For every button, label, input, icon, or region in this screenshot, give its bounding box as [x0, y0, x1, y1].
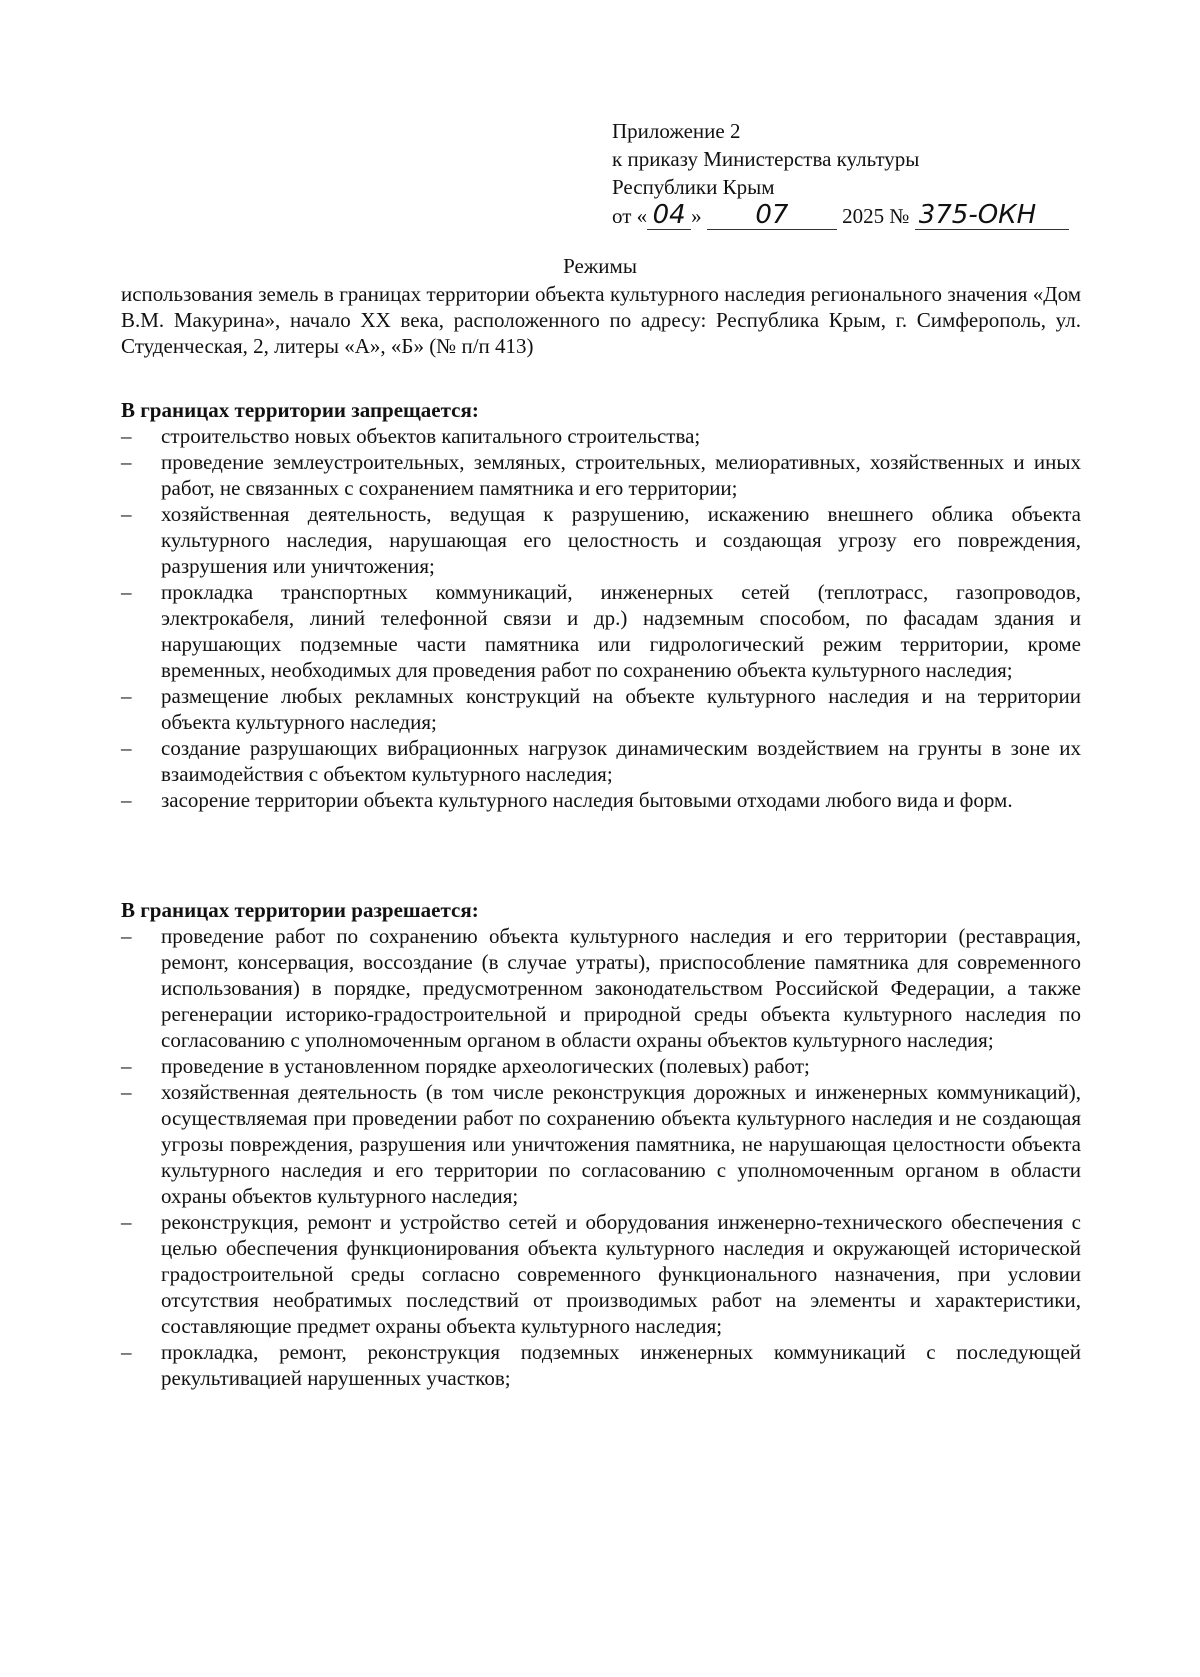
- list-item: – размещение любых рекламных конструкций на объекте культурного наследия и на территории объекта культурного наследия;: [121, 683, 1081, 735]
- appendix-block: [612, 117, 1152, 230]
- permitted-heading: В границах территории разрешается:: [121, 898, 479, 922]
- list-item: – строительство новых объектов капитального строительства;: [121, 423, 1081, 449]
- date-prefix: от «: [612, 204, 648, 228]
- document-title: Режимы: [563, 254, 637, 278]
- appendix-label: Приложение 2: [612, 119, 741, 143]
- list-item: – прокладка, ремонт, реконструкция подземных инженерных коммуникаций с последующей рекультивацией нарушенных участков;: [121, 1339, 1081, 1391]
- list-item: – проведение работ по сохранению объекта культурного наследия и его территории (реставрация, ремонт, консервация, воссоздание (в случае утраты), приспособление памятника для современного использования) в порядке, предусмотренном законодательством Российской Федерации, а также регенерации историко-градостроительной и природной среды объекта культурного наследия по согласованию с уполномоченным органом в области охраны объектов культурного наследия;: [121, 923, 1081, 1053]
- list-item: – засорение территории объекта культурного наследия бытовыми отходами любого вида и форм.: [121, 787, 1081, 813]
- handwritten-day: 04: [647, 201, 691, 230]
- list-item: – проведение в установленном порядке археологических (полевых) работ;: [121, 1053, 1081, 1079]
- list-item: – реконструкция, ремонт и устройство сетей и оборудования инженерно-технического обеспечения с целью обеспечения функционирования объекта культурного наследия и окружающей исторической градостроительной среды согласно современного функционального назначения, при условии отсутствия необратимых последствий от производимых работ на элементы и характеристики, составляющие предмет охраны объекта культурного наследия;: [121, 1209, 1081, 1339]
- appendix-order-ref: к приказу Министерства культуры: [612, 147, 920, 171]
- list-item: – хозяйственная деятельность (в том числе реконструкция дорожных и инженерных коммуникаций), осуществляемая при проведении работ по сохранению объекта культурного наследия и не создающая угрозы повреждения, разрушения или уничтожения памятника, не нарушающая целостности объекта культурного наследия и его территории по согласованию с уполномоченным органом в области охраны объектов культурного наследия;: [121, 1079, 1081, 1209]
- handwritten-order-number: 375-ОКН: [915, 201, 1069, 230]
- handwritten-month: 07: [707, 201, 837, 230]
- date-mid: »: [691, 204, 702, 228]
- list-item: – прокладка транспортных коммуникаций, инженерных сетей (теплотрасс, газопроводов, электрокабеля, линий телефонной связи и др.) надземным способом, по фасадам здания и нарушающих подземные части памятника или гидрологический режим территории, кроме временных, необходимых для проведения работ по сохранению объекта культурного наследия;: [121, 579, 1081, 683]
- prohibited-section: [121, 397, 1081, 813]
- document-subtitle: использования земель в границах территории объекта культурного наследия регионального значения «Дом В.М. Макурина», начало XX века, расположенного по адресу: Республика Крым, г. Симферополь, ул. Студенческая, 2, литеры «А», «Б» (№ п/п 413): [121, 282, 1081, 358]
- list-item: – создание разрушающих вибрационных нагрузок динамическим воздействием на грунты в зоне их взаимодействия с объектом культурного наследия;: [121, 735, 1081, 787]
- list-item: – проведение землеустроительных, земляных, строительных, мелиоративных, хозяйственных и иных работ, не связанных с сохранением памятника и его территории;: [121, 449, 1081, 501]
- appendix-date-line: [612, 201, 1152, 230]
- permitted-list: [121, 923, 1081, 1391]
- permitted-section: [121, 897, 1081, 1391]
- date-year: 2025 №: [842, 204, 910, 228]
- appendix-republic: Республики Крым: [612, 175, 775, 199]
- prohibited-heading: В границах территории запрещается:: [121, 398, 479, 422]
- list-item: – хозяйственная деятельность, ведущая к разрушению, искажению внешнего облика объекта культурного наследия, нарушающая его целостность и создающая угрозу его повреждения, разрушения или уничтожения;: [121, 501, 1081, 579]
- prohibited-list: [121, 423, 1081, 813]
